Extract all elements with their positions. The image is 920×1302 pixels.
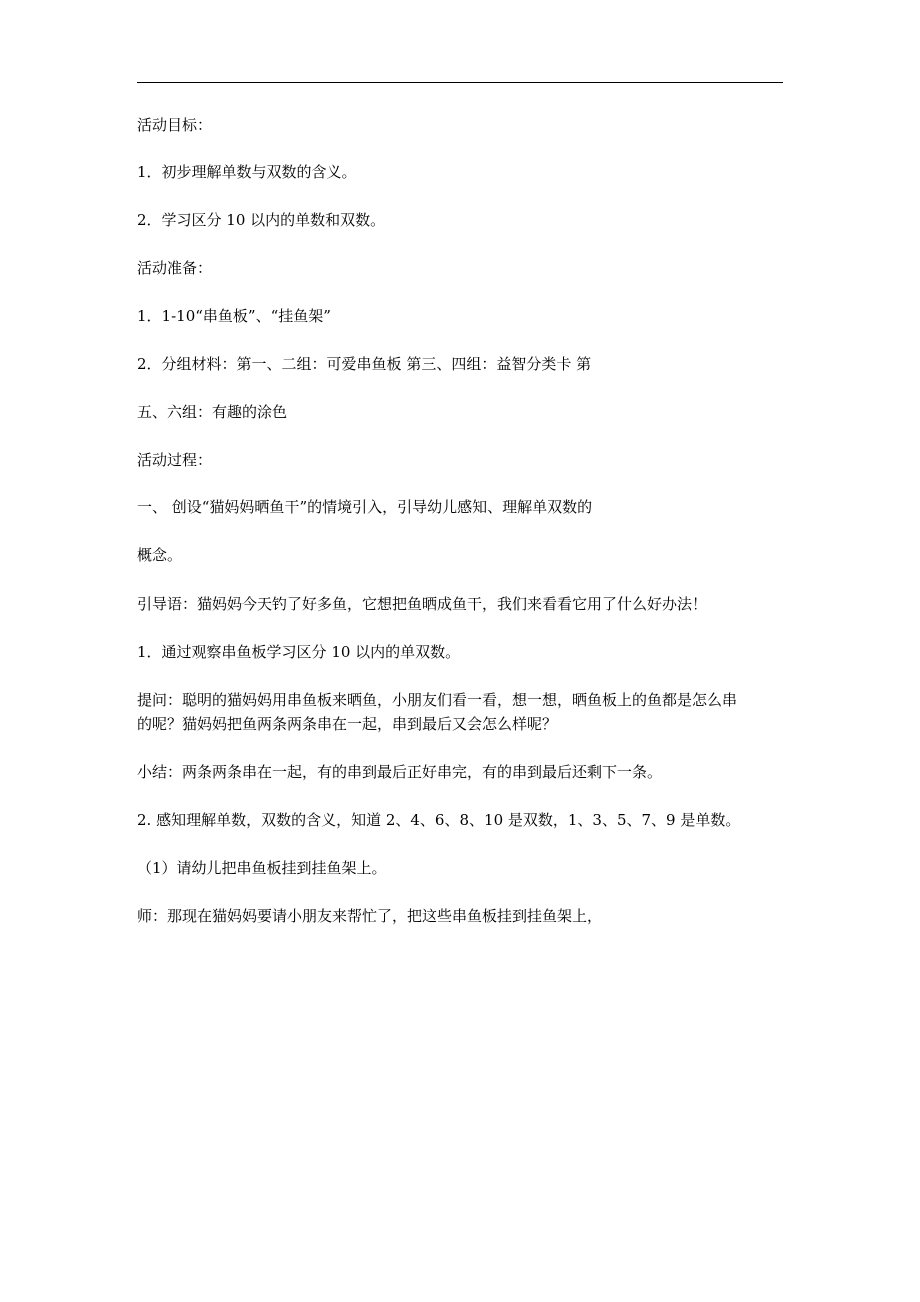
step-1: 1．通过观察串鱼板学习区分 10 以内的单双数。: [137, 643, 461, 661]
summary-text: 小结：两条两条串在一起，有的串到最后正好串完，有的串到最后还剩下一条。: [137, 763, 663, 781]
step-2: 2. 感知理解单数，双数的含义，知道 2、4、6、8、10 是双数，1、3、5、7、9 是单数。: [137, 811, 741, 829]
question-line-1: 提问：聪明的猫妈妈用串鱼板来晒鱼，小朋友们看一看，想一想，晒鱼板上的鱼都是怎么串: [137, 691, 738, 709]
teacher-text: 师：那现在猫妈妈要请小朋友来帮忙了，把这些串鱼板挂到挂鱼架上，: [137, 907, 603, 925]
prep-2: 2．分组材料：第一、二组：可爱串鱼板 第三、四组：益智分类卡 第: [137, 355, 592, 373]
intro-text: 引导语：猫妈妈今天钓了好多鱼，它想把鱼晒成鱼干，我们来看看它用了什么好办法！: [137, 595, 708, 613]
goal-1: 1．初步理解单数与双数的含义。: [137, 163, 357, 181]
goal-2: 2．学习区分 10 以内的单数和双数。: [137, 211, 386, 229]
section-1: 一、 创设“猫妈妈晒鱼干”的情境引入，引导幼儿感知、理解单双数的: [137, 498, 593, 516]
heading-prep: 活动准备：: [137, 259, 213, 277]
sub-step-1: （1）请幼儿把串鱼板挂到挂鱼架上。: [137, 859, 387, 877]
heading-goals: 活动目标：: [137, 116, 213, 134]
section-1-cont: 概念。: [137, 546, 183, 564]
heading-process: 活动过程：: [137, 451, 213, 469]
header-rule: [137, 82, 783, 83]
prep-2-cont: 五、六组：有趣的涂色: [137, 403, 288, 421]
prep-1: 1．1-10“串鱼板”、“挂鱼架”: [137, 307, 331, 325]
question-line-2: 的呢？猫妈妈把鱼两条两条串在一起，串到最后又会怎么样呢？: [137, 715, 558, 733]
